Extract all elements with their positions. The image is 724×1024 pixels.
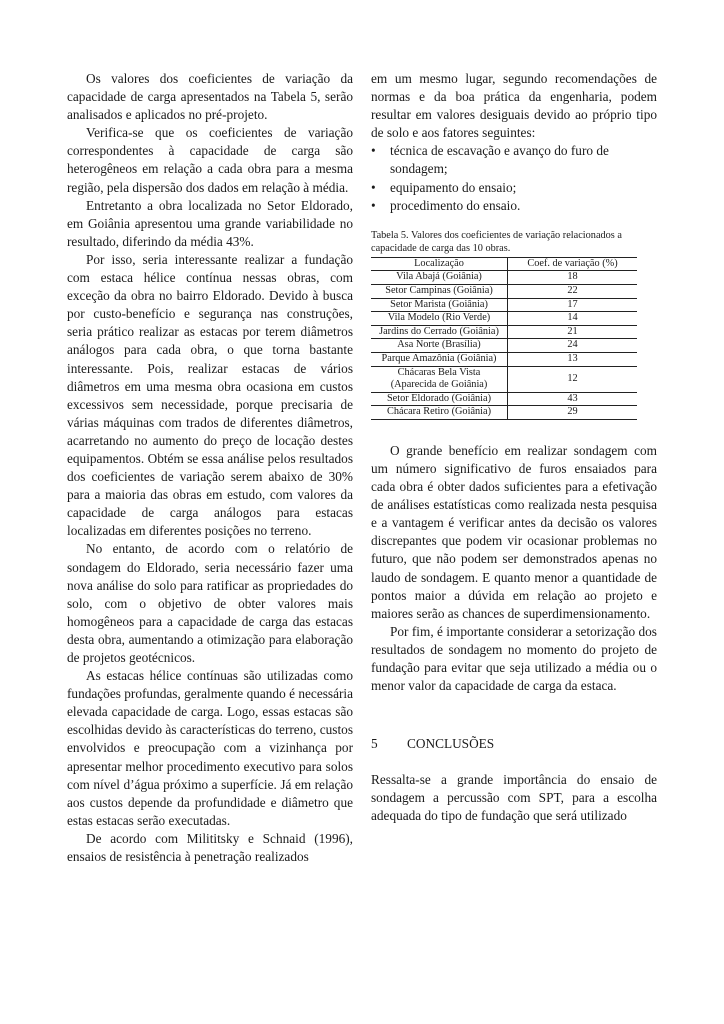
table-row xyxy=(371,406,637,420)
bullet-icon: • xyxy=(371,197,376,213)
list-item: • procedimento do ensaio. xyxy=(371,197,657,215)
section-number: 5 xyxy=(371,736,378,752)
paragraph: O grande benefício em realizar sondagem com um número significativo de furos ensaiados para cada obra é obter dados suficientes para a efetivação de análises estatísticas como realizada nesta pesquisa e a vantagem é verificar antes da decisão os valores discrepantes que podem vir ocasionar problemas no futuro, que não podem ser demonstrados apenas no laudo de sondagem. E quanto menor a quantidade de pontos maior a dúvida em relação ao projeto e maiores serão as chances de superdimensionamento. xyxy=(371,442,657,621)
column-header-location: Localização xyxy=(371,257,508,271)
table-caption: Tabela 5. Valores dos coeficientes de variação relacionados a capacidade de carga das 10 obras. xyxy=(371,229,622,254)
location-cell: Setor Marista (Goiânia) xyxy=(371,298,508,312)
paragraph: De acordo com Milititsky e Schnaid (1996), ensaios de resistência à penetração realizados xyxy=(67,830,353,865)
value-cell: 14 xyxy=(508,312,638,326)
table-row xyxy=(371,312,637,326)
section-title: CONCLUSÕES xyxy=(407,736,495,752)
table-row xyxy=(371,284,637,298)
paragraph: Verifica-se que os coeficientes de variação correspondentes à capacidade de carga são heterogêneos em relação a cada obra para a mesma região, pela dispersão dos dados em relação à média. xyxy=(67,125,353,195)
paragraph: Por isso, seria interessante realizar a fundação com estaca hélice contínua nessas obras, com exceção da obra no bairro Eldorado. Devido à busca por custo-benefício e segurança nas construções, seria prático realizar as estacas por terem diâmetros análogos para cada obra, o que torna bastante interessante. Pois, realizar estacas de vários diâmetros em uma mesma obra ocasiona em custos excessivos sem necessidade, porque precisaria de várias máquinas com trados de diferentes diâmetros, acarretando no aumento do preço de locação destes equipamentos. Obtém se essa análise pelos resultados dos coeficientes de variação serem abaixo de 30% para a maioria das obras em estudo, com valores da capacidade de carga análogos para estacas localizadas em diferentes posições no terreno. xyxy=(67,251,353,539)
value-cell: 24 xyxy=(508,339,638,353)
location-cell: Jardins do Cerrado (Goiânia) xyxy=(371,325,508,339)
location-cell: Chácaras Bela Vista (Aparecida de Goiânia) xyxy=(371,366,508,392)
column-header-coefficient: Coef. de variação (%) xyxy=(508,257,638,271)
value-cell: 12 xyxy=(508,366,638,392)
list-item: • equipamento do ensaio; xyxy=(371,179,657,197)
table-row xyxy=(371,392,637,406)
list-item: • técnica de escavação e avanço do furo de sondagem; xyxy=(371,143,609,177)
location-cell: Asa Norte (Brasília) xyxy=(371,339,508,353)
value-cell: 21 xyxy=(508,325,638,339)
table-row xyxy=(371,366,637,392)
value-cell: 22 xyxy=(508,284,638,298)
section-heading xyxy=(371,735,657,753)
paragraph: Os valores dos coeficientes de variação da capacidade de carga apresentados na Tabela 5, serão analisados e aplicados no pré-projeto. xyxy=(67,71,353,123)
table-row xyxy=(371,271,637,285)
table-header-row xyxy=(371,257,637,271)
value-cell: 18 xyxy=(508,271,638,285)
variation-table xyxy=(371,257,637,420)
location-cell: Vila Modelo (Rio Verde) xyxy=(371,312,508,326)
paragraph-continuation: em um mesmo lugar, segundo recomendações de normas e da boa prática da engenharia, podem resultar em valores desiguais devido ao próprio tipo de solo e aos fatores seguintes: xyxy=(371,71,657,141)
bullet-icon: • xyxy=(371,179,376,195)
value-cell: 13 xyxy=(508,352,638,366)
location-cell: Vila Abajá (Goiânia) xyxy=(371,271,508,285)
table-row xyxy=(371,298,637,312)
location-cell: Chácara Retiro (Goiânia) xyxy=(371,406,508,420)
value-cell: 43 xyxy=(508,392,638,406)
bullet-icon: • xyxy=(371,143,376,159)
location-cell: Setor Campinas (Goiânia) xyxy=(371,284,508,298)
location-cell: Setor Eldorado (Goiânia) xyxy=(371,392,508,406)
value-cell: 17 xyxy=(508,298,638,312)
location-cell: Parque Amazônia (Goiânia) xyxy=(371,352,508,366)
value-cell: 29 xyxy=(508,406,638,420)
paragraph: Por fim, é importante considerar a setorização dos resultados de sondagem no momento do projeto de fundação para evitar que seja utilizado a média ou o menor valor da capacidade de carga da estaca. xyxy=(371,623,657,694)
paragraph: Entretanto a obra localizada no Setor Eldorado, em Goiânia apresentou uma grande variabilidade no resultado, diferindo da média 43%. xyxy=(67,197,353,249)
table-row xyxy=(371,339,637,353)
table-row xyxy=(371,352,637,366)
paragraph: No entanto, de acordo com o relatório de sondagem do Eldorado, seria necessário fazer uma nova análise do solo para ratificar as propriedades do solo, com o objetivo de obter valores mais homogêneos para a capacidade de carga das estacas desta obra, aumentando a otimização para elaboração de projetos geotécnicos. xyxy=(67,541,353,665)
paragraph: As estacas hélice contínuas são utilizadas como fundações profundas, geralmente quando é necessária elevada capacidade de carga. Logo, essas estacas são escolhidas devido às características do terreno, custos envolvidos e preocupação com a vizinhança por apresentar melhor procedimento executivo para solos com nível d’água próximo a superfície. Já em relação aos custos depende da profundidade e diâmetro que estas estacas serão executadas. xyxy=(67,668,353,828)
left-column xyxy=(67,70,353,866)
table-row xyxy=(371,325,637,339)
factor-list xyxy=(371,142,657,214)
paragraph: Ressalta-se a grande importância do ensaio de sondagem a percussão com SPT, para a escolha adequada do tipo de fundação que será utilizado xyxy=(371,772,657,824)
right-column xyxy=(371,70,657,825)
